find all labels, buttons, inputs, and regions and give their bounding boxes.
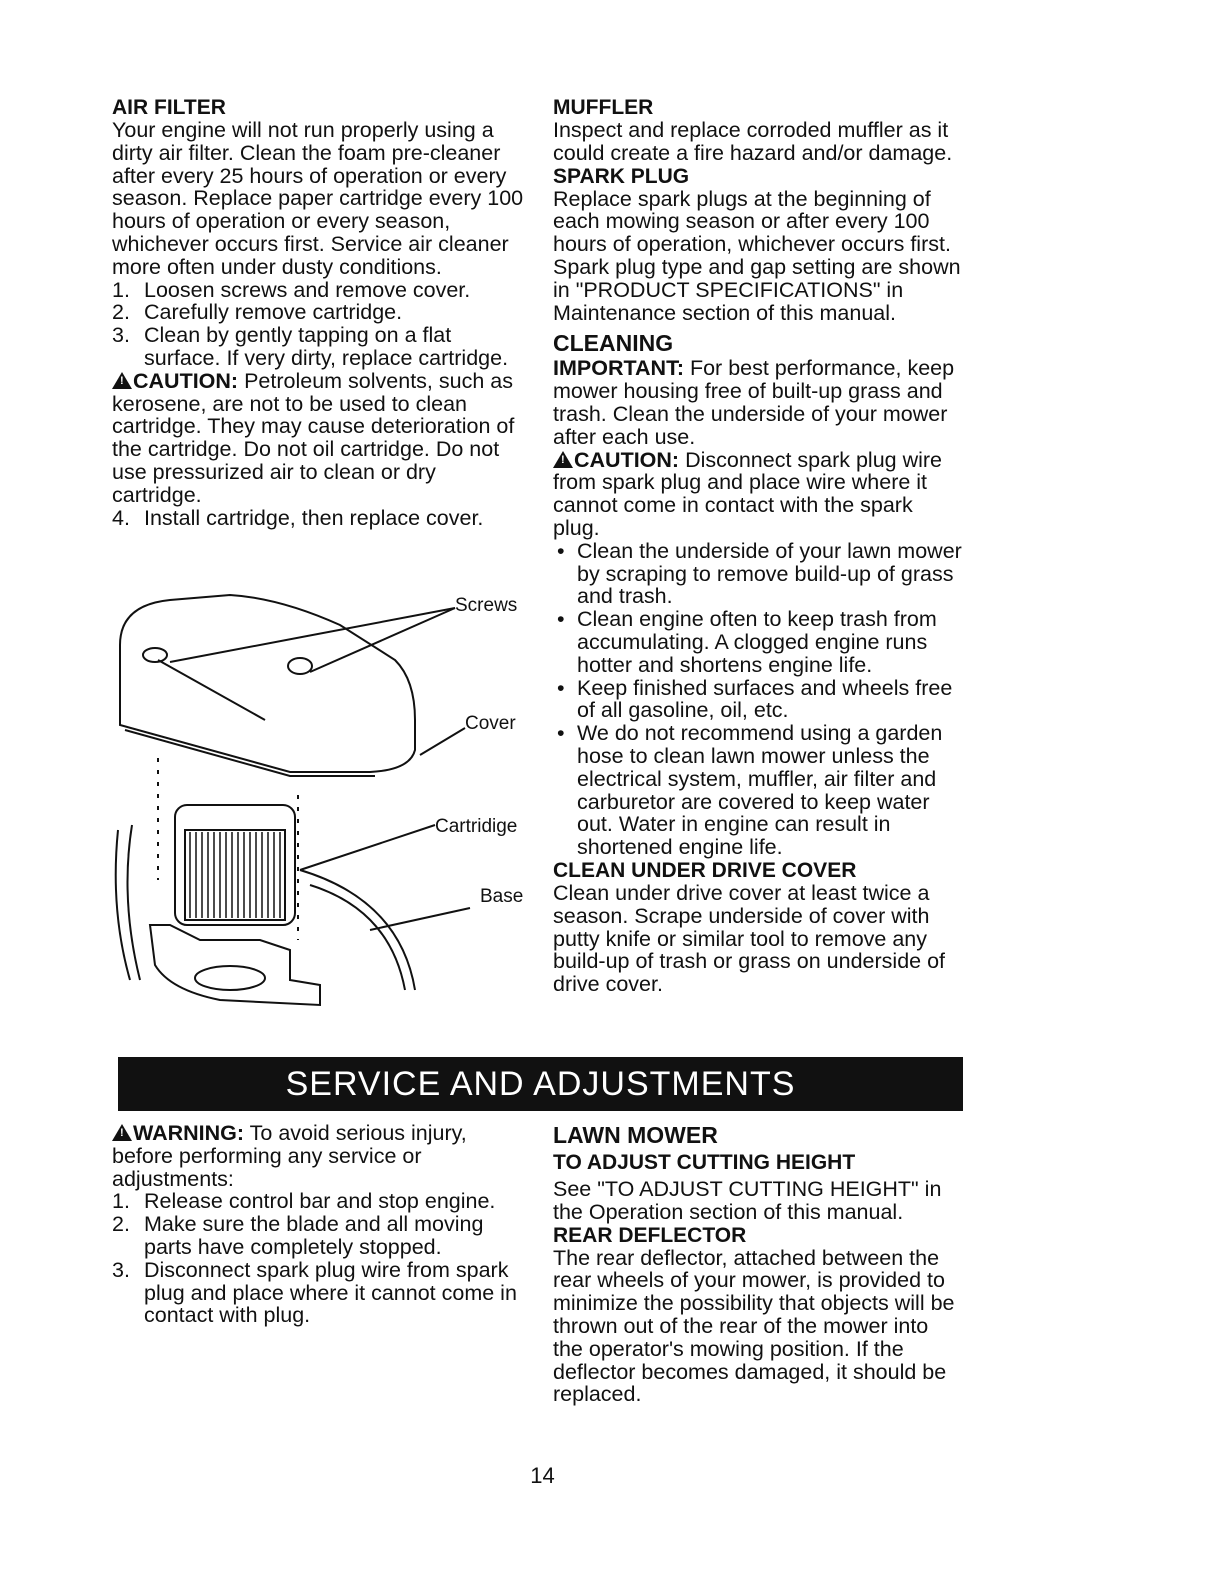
air-filter-step: 1. Loosen screws and remove cover. [112, 277, 471, 302]
air-filter-section [112, 96, 527, 529]
section-banner [118, 1057, 963, 1111]
air-filter-step: 4. Install cartridge, then replace cover. [112, 505, 484, 530]
caution-icon [553, 451, 573, 468]
air-filter-step: 2. Carefully remove cartridge. [112, 300, 403, 325]
rear-deflector-text: The rear deflector, attached between the rear wheels of your mower, is provided to minimize the possibility that objects will be thrown out of the rear of the mower into the operator's mowing position. If the deflector becomes damaged, it should be replaced. [553, 1245, 955, 1407]
label-cover: Cover [465, 713, 516, 734]
spark-plug-text: Replace spark plugs at the beginning of each mowing season or after every 100 hours of operation, whichever occurs first. Spark plug type and gap setting are shown in "PRODUCT SPECIFICATIONS" in Maintenance section of this manual. [553, 186, 961, 325]
air-filter-caution: !CAUTION: Petroleum solvents, such as kerosene, are not to be used to clean cartridge. They may cause deterioration of the cartridge. Do not oil cartridge. Do not use pressurized air to clean or dry cartridge. [112, 370, 527, 507]
cleaning-bullet: • Clean engine often to keep trash from accumulating. A clogged engine runs hotter and shortens engine life. [553, 608, 963, 676]
warning-steps [112, 1190, 527, 1327]
air-filter-intro: Your engine will not run properly using a dirty air filter. Clean the foam pre-cleaner after every 25 hours of operation or every season. Replace paper cartridge every 100 hours of operation or every season, whichever occurs first. Service air cleaner more often under dusty conditions. [112, 118, 524, 279]
cutting-height-text: See "TO ADJUST CUTTING HEIGHT" in the Operation section of this manual. [553, 1177, 942, 1224]
warning-icon [112, 1124, 132, 1141]
muffler-heading: MUFFLER [553, 96, 654, 119]
right-column [553, 96, 963, 996]
warning-step: 3. Disconnect spark plug wire from spark plug and place where it cannot come in contact with plug. [112, 1257, 517, 1328]
air-filter-step-4 [112, 507, 527, 530]
cleaning-bullet: • Clean the underside of your lawn mower by scraping to remove build-up of grass and trash. [553, 540, 963, 608]
muffler-text: Inspect and replace corroded muffler as it could create a fire hazard and/or damage. [553, 118, 953, 165]
cleaning-caution: !CAUTION: Disconnect spark plug wire from spark plug and place wire where it cannot come in contact with the spark plug. [553, 449, 963, 540]
air-filter-heading: AIR FILTER [112, 96, 226, 119]
warning-intro: !WARNING: To avoid serious injury, before performing any service or adjustments: [112, 1122, 527, 1190]
banner-title: SERVICE AND ADJUSTMENTS [285, 1065, 796, 1103]
air-filter-step: 3. Clean by gently tapping on a flat surface. If very dirty, replace cartridge. [112, 323, 509, 370]
cleaning-bullets [553, 540, 963, 859]
cleaning-bullet: • We do not recommend using a garden hose to clean lawn mower unless the electrical system, muffler, air filter and carburetor are covered to keep water out. Water in engine can result in shortened engine life. [553, 722, 963, 859]
label-base: Base [480, 886, 524, 907]
cleaning-heading: CLEANING [553, 330, 674, 357]
cleaning-bullet: • Keep finished surfaces and wheels free of all gasoline, oil, etc. [553, 677, 963, 723]
air-filter-steps [112, 279, 527, 370]
warning-step: 1. Release control bar and stop engine. [112, 1189, 496, 1214]
rear-deflector-heading: REAR DEFLECTOR [553, 1223, 747, 1247]
cutting-height-heading: TO ADJUST CUTTING HEIGHT [553, 1151, 856, 1174]
page-number: 14 [530, 1463, 555, 1488]
caution-icon [112, 372, 132, 389]
label-cartridge: Cartridige [435, 816, 518, 837]
warning-section [112, 1122, 527, 1327]
clean-under-drive-text: Clean under drive cover at least twice a season. Scrape underside of cover with putty knife or similar tool to remove any build-up of trash or grass on underside of drive cover. [553, 880, 946, 997]
cleaning-important: IMPORTANT: For best performance, keep mower housing free of built-up grass and trash. Clean the underside of your mower after each use. [553, 356, 955, 449]
spark-plug-heading: SPARK PLUG [553, 164, 690, 188]
warning-step: 2. Make sure the blade and all moving parts have completely stopped. [112, 1212, 484, 1259]
lawn-mower-heading: LAWN MOWER [553, 1122, 718, 1148]
lawn-mower-section [553, 1124, 963, 1406]
clean-under-drive-heading: CLEAN UNDER DRIVE COVER [553, 858, 857, 882]
air-filter-diagram [110, 580, 540, 1020]
label-screws: Screws [455, 595, 518, 616]
air-filter-illustration [110, 580, 540, 1020]
